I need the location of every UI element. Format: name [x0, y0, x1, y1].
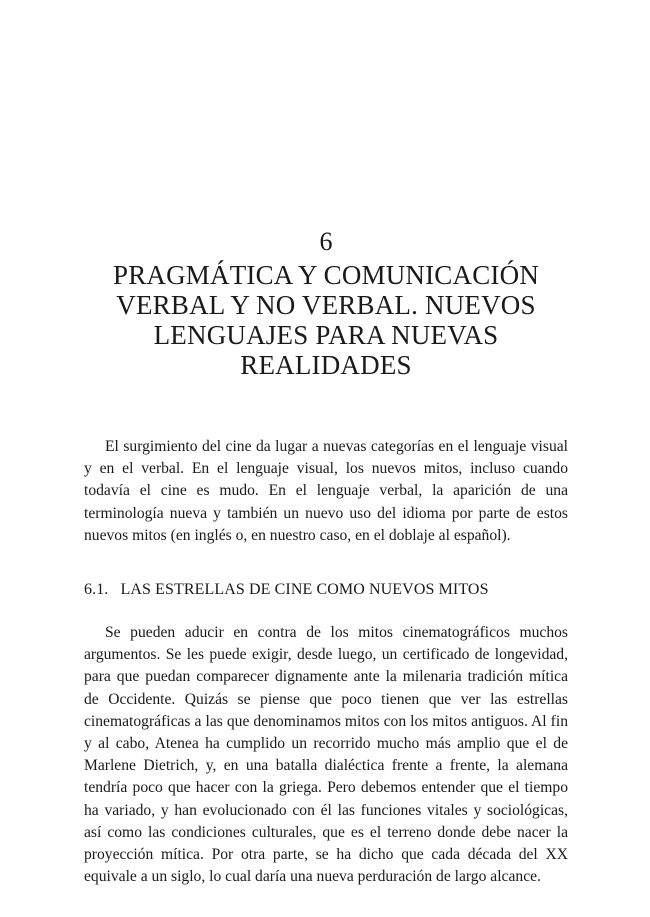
chapter-number: 6	[319, 227, 333, 256]
intro-paragraph: El surgimiento del cine da lugar a nuevas categorías en el lenguaje visual y en el verbal. En el lenguaje visual, los nuevos mitos, incluso cuando todavía el cine es mudo. En el lenguaje verbal, la aparición de una terminología nueva y también un nuevo uso del idioma por parte de estos nuevos mitos (en inglés o, en nuestro caso, en el doblaje al español).	[84, 438, 568, 544]
section-number: 6.1.	[84, 581, 109, 598]
section-heading	[84, 579, 568, 601]
chapter-title: PRAGMÁTICA Y COMUNICACIÓN VERBAL Y NO VERBAL. NUEVOS LENGUAJES PARA NUEVAS REALIDADES	[112, 260, 540, 380]
section-title: LAS ESTRELLAS DE CINE COMO NUEVOS MITOS	[120, 581, 489, 598]
section-paragraph: Se pueden aducir en contra de los mitos cinematográficos muchos argumentos. Se les puede exigir, desde luego, un certificado de longevidad, para que puedan comparecer dignamente ante la milenaria tradición mítica de Occidente. Quizás se piense que poco tienen que ver las estrellas cinematográficas a las que denominamos mitos con los mitos antiguos. Al fin y al cabo, Atenea ha cumplido un recorrido mucho más amplio que el de Marlene Dietrich, y, en una batalla dialéctica frente a frente, la alemana tendría poco que hacer con la griega. Pero debemos entender que el tiempo ha variado, y han evolucionado con él las funciones vitales y sociológicas, así como las condiciones culturales, que es el terreno donde debe nacer la proyección mítica. Por otra parte, se ha dicho que cada década del XX equivale a un siglo, lo cual daría una nueva perduración de largo alcance.	[84, 624, 568, 886]
